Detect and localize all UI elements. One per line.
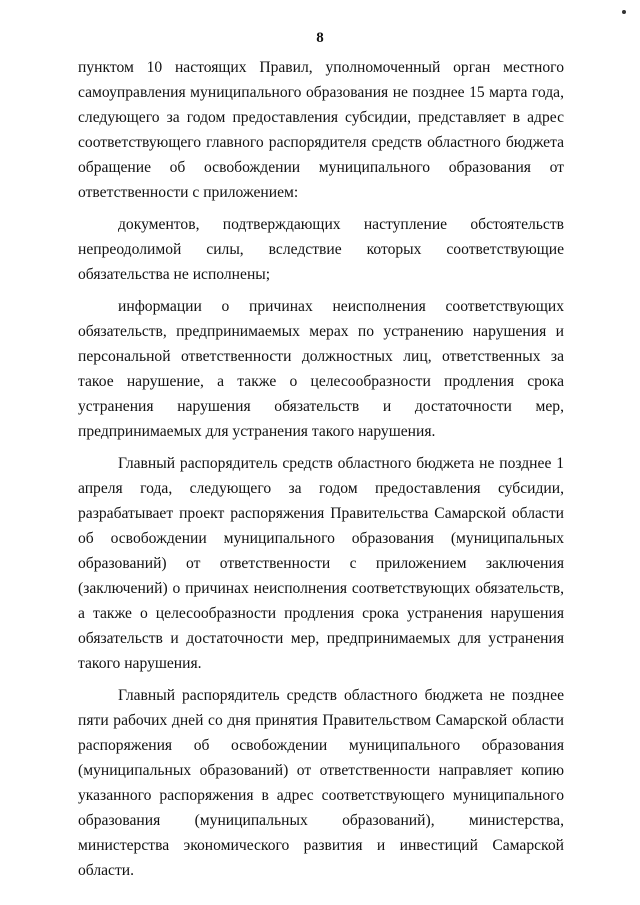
paragraph-copy-order: Главный распорядитель средств областного бюджета не позднее пяти рабочих дней со дня принятия Правительством Самарской области распоряжения об освобождении муниципального образования (муниципальных образований) от ответственности направляет копию указанного распоряжения в адрес соответствующего муниципального образования (муниципальных образований), министерства, министерства экономического развития и инвестиций Самарской области. — [78, 687, 564, 879]
paragraph-continuation: пунктом 10 настоящих Правил, уполномоченный орган местного самоуправления муниципального образования не позднее 15 марта года, следующего за годом предоставления субсидии, представляет в адрес соответствующего главного распорядителя средств областного бюджета обращение об освобождении муниципального образования от ответственности с приложением: — [78, 59, 564, 201]
page-number: 8 — [316, 30, 324, 46]
paragraph-information: информации о причинах неисполнения соответствующих обязательств, предпринимаемых мерах по устранению нарушения и персональной ответственности должностных лиц, ответственных за такое нарушение, а также о целесообразности продления срока устранения нарушения обязательств и достаточности мер, предпринимаемых для устранения такого нарушения. — [78, 298, 564, 440]
paragraph-documents: документов, подтверждающих наступление обстоятельств непреодолимой силы, вследствие которых соответствующие обязательства не исполнены; — [78, 216, 564, 283]
scan-mark — [622, 10, 626, 14]
document-body — [78, 55, 564, 890]
paragraph-draft-order: Главный распорядитель средств областного бюджета не позднее 1 апреля года, следующего за годом предоставления субсидии, разрабатывает проект распоряжения Правительства Самарской области об освобождении муниципального образования (муниципальных образований) от ответственности с приложением заключения (заключений) о причинах неисполнения соответствующих обязательств, а также о целесообразности продления срока устранения нарушения обязательств и достаточности мер, предпринимаемых для устранения такого нарушения. — [78, 455, 564, 672]
